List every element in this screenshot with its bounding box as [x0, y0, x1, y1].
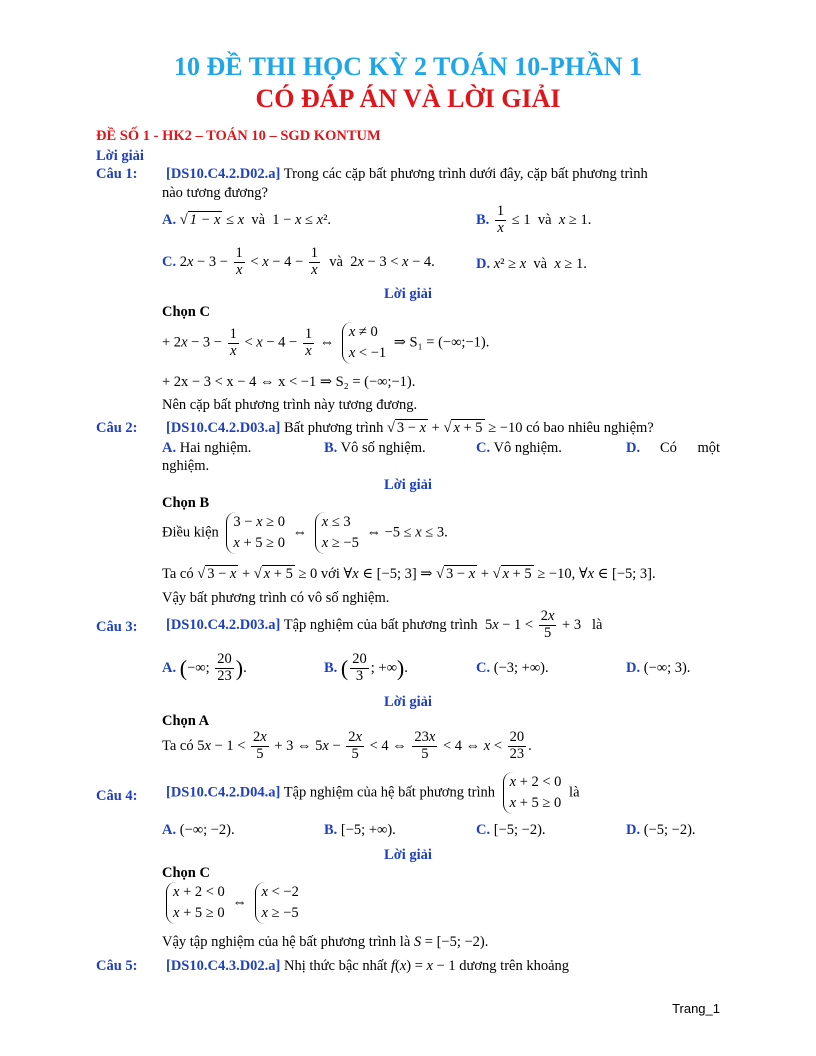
q2-option-a: A. Hai nghiệm.	[162, 440, 252, 456]
q1-loi-giai: Lời giải	[384, 286, 432, 302]
q2-loi-giai: Lời giải	[384, 477, 432, 493]
q3-stem: [DS10.C4.2.D03.a] Tập nghiệm của bất phương trình 5x − 1 < $\frac{2x}{5}$ + 3 là	[166, 608, 603, 641]
q1-option-b: B. $\frac{1}{x}$ ≤ 1 và x ≥ 1.	[476, 203, 592, 236]
q4-option-a: A. (−∞; −2).	[162, 822, 235, 838]
q3-solution: Ta có 5x − 1 < $\frac{2x}{5}$ + 3 ⇔ 5x − $\frac{2x}{5}$ < 4 ⇔ $\frac{23x}{5}$ < 4 ⇔ x < $\frac{20}{23}$ .	[162, 729, 532, 762]
q1-text2: nào tương đương?	[162, 185, 268, 201]
q3-label: Câu 3:	[96, 619, 138, 635]
loi-giai-label: Lời giải	[96, 148, 144, 164]
q1-solution-line1: + 2x − 3 − $\frac{1}{x}$ < x − 4 − $\frac{1}{x}$ ⇔ x ≠ 0 x < −1 ⇒ S₁ = (−∞;−1).	[162, 322, 489, 364]
q1-label: Câu 1:	[96, 166, 138, 182]
q2-label: Câu 2:	[96, 420, 138, 436]
q2-option-d: D. Có một	[626, 440, 720, 456]
q4-option-d: D. (−5; −2).	[626, 822, 696, 838]
q3-option-d: D. (−∞; 3).	[626, 660, 691, 676]
q2-option-b: B. Vô số nghiệm.	[324, 440, 426, 456]
section-heading: ĐỀ SỐ 1 - HK2 – TOÁN 10 – SGD KONTUM	[96, 128, 381, 144]
q3-loi-giai: Lời giải	[384, 694, 432, 710]
q2-conclusion: Vậy bất phương trình có vô số nghiệm.	[162, 590, 390, 606]
q4-solution: x + 2 < 0 x + 5 ≥ 0 ⇔ x < −2 x ≥ −5	[162, 882, 303, 924]
q5-label: Câu 5:	[96, 958, 138, 974]
q4-option-b: B. [−5; +∞).	[324, 822, 396, 838]
q2-option-c: C. Vô nghiệm.	[476, 440, 562, 456]
q4-conclusion: Vậy tập nghiệm của hệ bất phương trình là S = [−5; −2).	[162, 934, 489, 950]
q1-option-d: D. x² ≥ x và x ≥ 1.	[476, 256, 587, 272]
title-line-2: CÓ ĐÁP ÁN VÀ LỜI GIẢI	[255, 84, 561, 113]
q1-conclusion: Nên cặp bất phương trình này tương đương.	[162, 397, 418, 413]
q2-option-d-cont: nghiệm.	[162, 458, 210, 474]
q4-option-c: C. [−5; −2).	[476, 822, 546, 838]
q4-label: Câu 4:	[96, 788, 138, 804]
q1-solution-line2: + 2x − 3 < x − 4 ⇔ x < −1 ⇒ S₂ = (−∞;−1).	[162, 374, 416, 390]
q4-stem: [DS10.C4.2.D04.a] Tập nghiệm của hệ bất phương trình x + 2 < 0 x + 5 ≥ 0 là	[166, 772, 580, 814]
q3-option-a: A. (−∞; $\frac{20}{23}$ ).	[162, 651, 247, 684]
q3-option-b: B. ( $\frac{20}{3}$ ; +∞).	[324, 651, 408, 684]
q3-option-c: C. (−3; +∞).	[476, 660, 549, 676]
q1-stem	[166, 166, 648, 183]
q4-chon: Chọn C	[162, 865, 210, 881]
q2-stem: [DS10.C4.2.D03.a] Bất phương trình √ 3 − x + √ x + 5 ≥ −10 có bao nhiêu nghiệm?	[166, 420, 654, 436]
q5-stem: [DS10.C4.3.D02.a] Nhị thức bậc nhất f(x) = x − 1 dương trên khoảng	[166, 958, 570, 974]
q2-condition: Điều kiện 3 − x ≥ 0 x + 5 ≥ 0 ⇔ x ≤ 3 x ≥ −5 ⇔ −5 ≤ x ≤ 3.	[162, 512, 448, 554]
q1-code: [DS10.C4.2.D02.a]	[166, 166, 281, 182]
q4-loi-giai: Lời giải	[384, 847, 432, 863]
title-line-1: 10 ĐỀ THI HỌC KỲ 2 TOÁN 10-PHẦN 1	[173, 52, 643, 81]
q2-ta-co: Ta có √ 3 − x + √ x + 5 ≥ 0 với ∀x ∈ [−5; 3] ⇒ √ 3 − x + √ x + 5 ≥ −10, ∀x ∈ [−5; 3].	[162, 566, 656, 582]
q3-chon: Chọn A	[162, 713, 210, 729]
q1-chon: Chọn C	[162, 304, 210, 320]
q1-option-a: A. √ 1 − x ≤ x và 1 − x ≤ x².	[162, 212, 332, 228]
q2-chon: Chọn B	[162, 495, 210, 511]
q1-option-c: C. 2x − 3 − $\frac{1}{x}$ < x − 4 − $\frac{1}{x}$ và 2x − 3 < x − 4.	[162, 245, 435, 278]
page-number: Trang_1	[672, 1001, 720, 1016]
q1-text1: Trong các cặp bất phương trình dưới đây, cặp bất phương trình	[283, 166, 648, 182]
